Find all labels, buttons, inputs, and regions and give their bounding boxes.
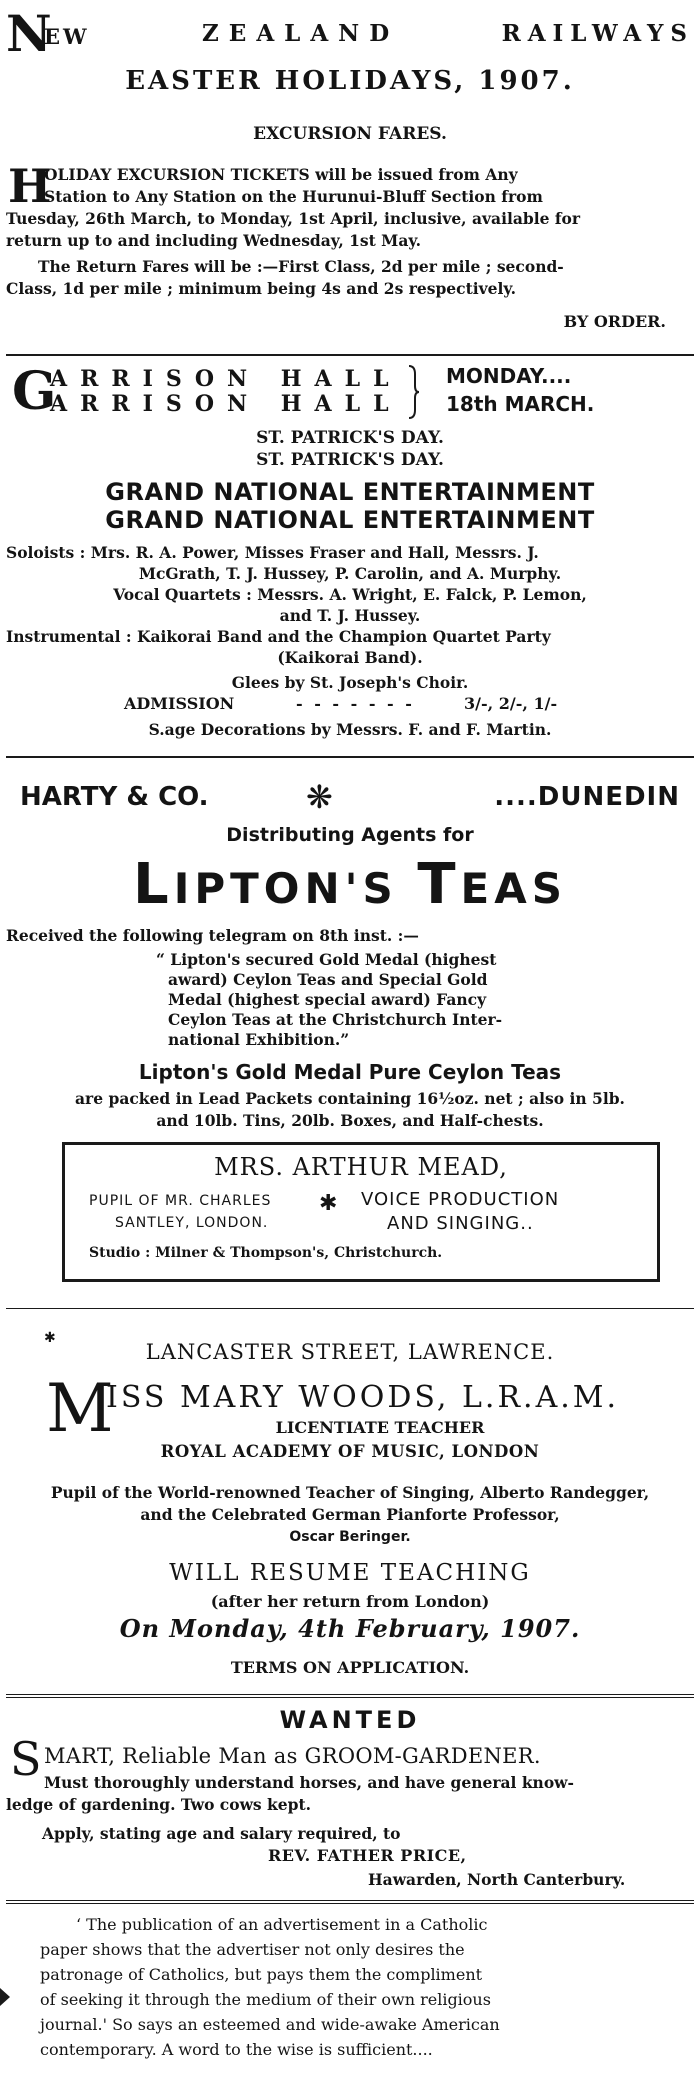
lipton-city: ....DUNEDIN	[494, 782, 680, 812]
garrison-detail-2: McGrath, T. J. Hussey, P. Carolin, and A. Murphy.	[138, 564, 562, 583]
wanted-place: Hawarden, North Canterbury.	[368, 1870, 626, 1889]
garrison-initial: G	[12, 361, 57, 422]
wanted-line-2: Must thoroughly understand horses, and have general know-	[44, 1773, 574, 1792]
railways-line-1: OLIDAY EXCURSION TICKETS will be issued from Any	[44, 165, 518, 184]
woods-date: On Monday, 4th February, 1907.	[119, 1614, 581, 1643]
garrison-detail-7: Glees by St. Joseph's Choir.	[231, 673, 469, 692]
telegram-line-4: Ceylon Teas at the Christchurch Inter-	[168, 1010, 503, 1029]
woods-street: LANCASTER STREET, LAWRENCE.	[145, 1340, 555, 1364]
garrison-detail-6: (Kaikorai Band).	[277, 648, 423, 667]
railways-header-word-zealand: ZEALAND	[202, 20, 400, 47]
quote-line-3: patronage of Catholics, but pays them the compliment	[40, 1965, 483, 1984]
mead-voice-1: VOICE PRODUCTION	[361, 1189, 560, 1210]
woods-initial: M	[46, 1370, 114, 1447]
garrison-day: MONDAY....	[446, 364, 572, 388]
divider-1	[6, 354, 694, 356]
lipton-gold-medal: Lipton's Gold Medal Pure Ceylon Teas	[138, 1060, 562, 1084]
lipton-brand-t: T	[417, 852, 461, 917]
woods-after: (after her return from London)	[210, 1592, 490, 1611]
lipton-brand-eas: EAS	[460, 864, 567, 913]
railways-title: EASTER HOLIDAYS, 1907.	[125, 66, 575, 96]
lipton-brand	[6, 852, 694, 917]
railways-fare-line-2: Class, 1d per mile ; minimum being 4s and 2s respectively.	[6, 279, 517, 298]
garrison-occasion-1: ST. PATRICK'S DAY.	[256, 428, 444, 448]
railways-header-initial: N	[6, 4, 52, 63]
garrison-detail-4: and T. J. Hussey.	[279, 606, 421, 625]
mead-voice-2: AND SINGING..	[387, 1213, 534, 1234]
garrison-name-line-1: ARRISON HALL	[50, 366, 402, 392]
garrison-hall-advertisement	[6, 358, 694, 740]
garrison-detail-5: Instrumental : Kaikorai Band and the Champion Quartet Party	[6, 627, 551, 646]
garrison-detail-1: Soloists : Mrs. R. A. Power, Misses Fraser and Hall, Messrs. J.	[6, 543, 539, 562]
wanted-line-3: ledge of gardening. Two cows kept.	[6, 1795, 312, 1814]
garrison-decorations: S.age Decorations by Messrs. F. and F. Martin.	[148, 720, 552, 739]
railways-fare-line-1: The Return Fares will be :—First Class, 2d per mile ; second-	[38, 257, 564, 276]
lipton-telegram	[156, 950, 502, 1050]
wanted-body	[6, 1772, 694, 1816]
admission-dots: - - - - - - -	[296, 694, 415, 713]
railways-by-order: BY ORDER.	[563, 312, 666, 331]
lipton-telegram-intro: Received the following telegram on 8th inst. :—	[6, 926, 419, 945]
woods-academy: ROYAL ACADEMY OF MUSIC, LONDON	[160, 1442, 540, 1461]
woods-advertisement	[6, 1312, 694, 1690]
mead-advertisement	[62, 1142, 660, 1282]
woods-pupil-3: Oscar Beringer.	[289, 1529, 411, 1545]
railways-header-word-railways: RAILWAYS	[501, 20, 694, 47]
wanted-advertisement	[6, 1700, 694, 1948]
garrison-name-line-2: ARRISON HALL	[50, 391, 402, 417]
telegram-line-3: Medal (highest special award) Fancy	[168, 990, 487, 1009]
wanted-rev: REV. FATHER PRICE,	[268, 1846, 467, 1865]
lipton-distributing: Distributing Agents for	[226, 824, 474, 846]
garrison-date: 18th MARCH.	[446, 392, 595, 416]
garrison-details	[6, 542, 694, 693]
mead-pupil-1: PUPIL OF MR. CHARLES	[89, 1193, 272, 1209]
garrison-event-2: GRAND NATIONAL ENTERTAINMENT	[105, 506, 595, 534]
railways-line-2: Station to Any Station on the Hurunui-Bluff Section from	[44, 187, 543, 206]
telegram-line-5: national Exhibition.”	[168, 1030, 350, 1049]
woods-pupil-2: and the Celebrated German Pianforte Professor,	[140, 1505, 560, 1524]
railways-header	[6, 4, 694, 63]
mead-studio: Studio : Milner & Thompson's, Christchurch.	[89, 1245, 443, 1261]
railways-line-3: Tuesday, 26th March, to Monday, 1st April, inclusive, available for	[6, 209, 581, 228]
railways-initial: H	[8, 159, 52, 213]
railways-header-word-ew: EW	[44, 24, 90, 49]
telegram-line-1: “ Lipton's secured Gold Medal (highest	[156, 950, 497, 969]
mead-pupil-2: SANTLEY, LONDON.	[115, 1215, 269, 1231]
quote-line-4: of seeking it through the medium of their own religious	[40, 1990, 491, 2009]
quote-line-1: ‘ The publication of an advertisement in a Catholic	[76, 1915, 488, 1934]
woods-licentiate: LICENTIATE TEACHER	[275, 1418, 485, 1437]
admission-prices: 3/-, 2/-, 1/-	[464, 694, 558, 713]
quote-line-5: journal.' So says an esteemed and wide-awake American	[40, 2015, 500, 2034]
wanted-initial: S	[10, 1732, 42, 1786]
lipton-agent: HARTY & CO.	[20, 782, 209, 812]
railways-subtitle: EXCURSION FARES.	[253, 124, 447, 144]
quote-line-6: contemporary. A word to the wise is sufficient....	[40, 2040, 433, 2059]
quote-line-2: paper shows that the advertiser not only desires the	[40, 1940, 465, 1959]
garrison-brace	[406, 364, 420, 420]
mead-name: MRS. ARTHUR MEAD,	[214, 1153, 508, 1181]
admission-label: ADMISSION	[124, 694, 235, 713]
divider-2	[6, 756, 694, 758]
lipton-advertisement	[6, 762, 694, 1132]
quote-block	[40, 1912, 690, 2062]
woods-pupil	[6, 1482, 694, 1548]
lipton-brand-l: L	[133, 852, 174, 917]
lipton-brand-ipton: IPTON'S	[173, 864, 418, 913]
margin-mark	[0, 1988, 10, 2006]
telegram-line-2: award) Ceylon Teas and Special Gold	[168, 970, 488, 989]
wanted-title: WANTED	[279, 1706, 421, 1734]
garrison-occasion-2: ST. PATRICK'S DAY.	[256, 450, 444, 470]
wanted-line-1: MART, Reliable Man as GROOM-GARDENER.	[44, 1744, 541, 1768]
lipton-ornament: ❋	[306, 778, 333, 816]
woods-terms: TERMS ON APPLICATION.	[230, 1658, 470, 1677]
woods-pupil-1: Pupil of the World-renowned Teacher of Singing, Alberto Randegger,	[50, 1483, 650, 1502]
divider-5	[6, 1900, 694, 1906]
railways-line-4: return up to and including Wednesday, 1st May.	[6, 231, 422, 250]
wanted-apply: Apply, stating age and salary required, to	[42, 1824, 401, 1843]
woods-name: ISS MARY WOODS, L.R.A.M.	[106, 1380, 620, 1415]
garrison-detail-3: Vocal Quartets : Messrs. A. Wright, E. Falck, P. Lemon,	[113, 585, 587, 604]
lipton-packing	[6, 1088, 694, 1132]
railways-body	[6, 159, 694, 300]
mead-star: ✱	[319, 1191, 338, 1216]
garrison-event-1: GRAND NATIONAL ENTERTAINMENT	[105, 478, 595, 506]
packing-line-2: and 10lb. Tins, 20lb. Boxes, and Half-chests.	[156, 1111, 544, 1130]
woods-resume: WILL RESUME TEACHING	[169, 1560, 531, 1586]
garrison-admission	[124, 694, 644, 713]
woods-bullet: ✱	[44, 1330, 56, 1346]
railways-advertisement	[6, 0, 694, 350]
packing-line-1: are packed in Lead Packets containing 16½oz. net ; also in 5lb.	[75, 1089, 625, 1108]
divider-3	[6, 1308, 694, 1309]
